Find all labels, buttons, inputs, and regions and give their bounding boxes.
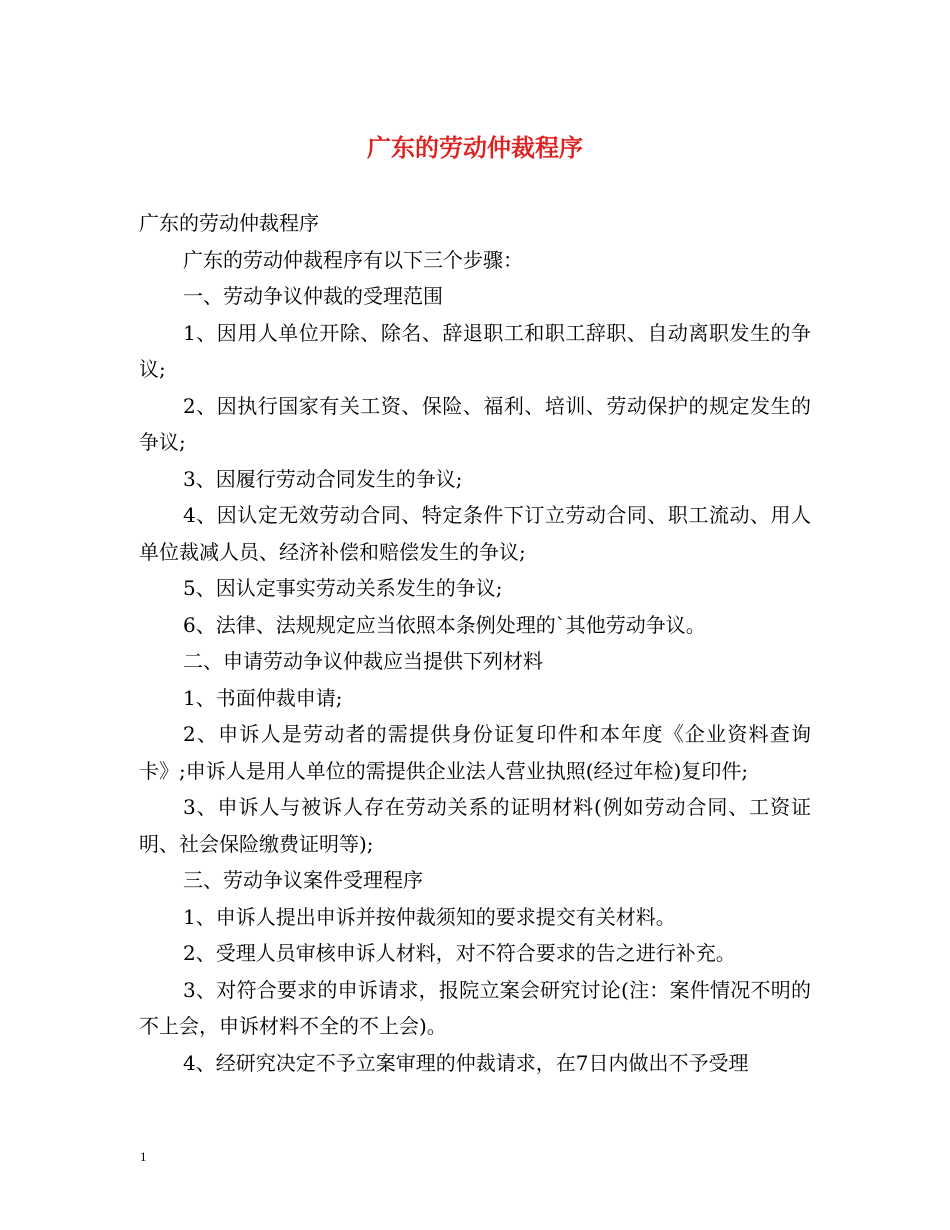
section-heading-1: 一、劳动争议仲裁的受理范围 (183, 284, 443, 308)
section-heading-3: 三、劳动争议案件受理程序 (183, 868, 423, 892)
document-body (139, 205, 811, 1081)
list-item: 6、法律、法规规定应当依照本条例处理的`其他劳动争议。 (183, 612, 706, 637)
list-item: 3、申诉人与被诉人存在劳动关系的证明材料(例如劳动合同、工资证明、社会保险缴费证明等); (139, 795, 811, 856)
section-heading-2: 二、申请劳动争议仲裁应当提供下列材料 (183, 649, 543, 673)
list-item: 2、申诉人是劳动者的需提供身份证复印件和本年度《企业资料查询卡》;申诉人是用人单位的需提供企业法人营业执照(经过年检)复印件; (139, 722, 811, 783)
list-item: 3、对符合要求的申诉请求，报院立案会研究讨论(注：案件情况不明的不上会，申诉材料不全的不上会)。 (139, 977, 811, 1038)
list-item: 4、经研究决定不予立案审理的仲裁请求，在7日内做出不予受理 (183, 1050, 749, 1075)
document-title: 广东的劳动仲裁程序 (367, 133, 583, 162)
list-item: 3、因履行劳动合同发生的争议; (183, 466, 463, 491)
list-item: 4、因认定无效劳动合同、特定条件下订立劳动合同、职工流动、用人单位裁减人员、经济补偿和赔偿发生的争议; (139, 503, 811, 564)
list-item: 1、因用人单位开除、除名、辞退职工和职工辞职、自动离职发生的争议; (139, 320, 811, 381)
list-item: 1、书面仲裁申请; (183, 685, 343, 710)
list-item: 1、申诉人提出申诉并按仲裁须知的要求提交有关材料。 (183, 904, 676, 929)
list-item: 2、受理人员审核申诉人材料，对不符合要求的告之进行补充。 (183, 941, 736, 965)
paragraph-heading: 广东的劳动仲裁程序 (139, 211, 319, 235)
page-number: 1 (140, 1149, 147, 1164)
paragraph-intro: 广东的劳动仲裁程序有以下三个步骤： (183, 247, 523, 272)
list-item: 5、因认定事实劳动关系发生的争议; (183, 576, 503, 600)
list-item: 2、因执行国家有关工资、保险、福利、培训、劳动保护的规定发生的争议; (139, 393, 811, 454)
